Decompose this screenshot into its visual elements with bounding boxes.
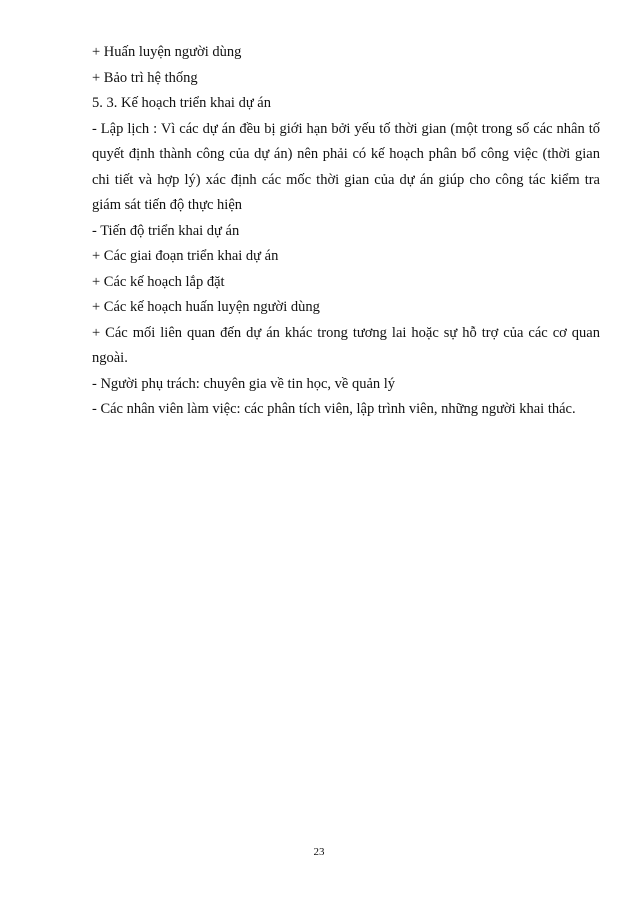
list-item-responsible-person: - Người phụ trách: chuyên gia về tin học, về quản lý (92, 375, 396, 392)
list-item-progress: - Tiến độ triển khai dự án (92, 222, 240, 239)
list-item-phases: + Các giai đoạn triển khai dự án (92, 248, 279, 264)
list-item-installation-plans: + Các kế hoạch lắp đặt (92, 273, 225, 290)
page-number: 23 (313, 846, 325, 858)
page-body (92, 40, 600, 423)
section-heading: 5. 3. Kế hoạch triển khai dự án (92, 95, 271, 111)
list-item-system-maintenance: + Bảo trì hệ thống (92, 69, 198, 86)
paragraph-staff: - Các nhân viên làm việc: các phân tích viên, lập trình viên, những người khai thác. (92, 401, 576, 417)
paragraph-relations: + Các mối liên quan đến dự án khác trong tương lai hoặc sự hỗ trợ của các cơ quan ngoài. (92, 324, 600, 366)
paragraph-scheduling: - Lập lịch : Vì các dự án đều bị giới hạn bởi yếu tố thời gian (một trong số các nhân tố quyết định thành công của dự án) nên phải có kế hoạch phân bổ công việc (thời gian chi tiết và hợp lý) xác định các mốc thời gian của dự án giúp cho công tác kiểm tra giám sát tiến độ thực hiện (92, 120, 600, 213)
list-item-training-plans: + Các kế hoạch huấn luyện người dùng (92, 299, 320, 315)
list-item-user-training: + Huấn luyện người dùng (92, 44, 242, 60)
